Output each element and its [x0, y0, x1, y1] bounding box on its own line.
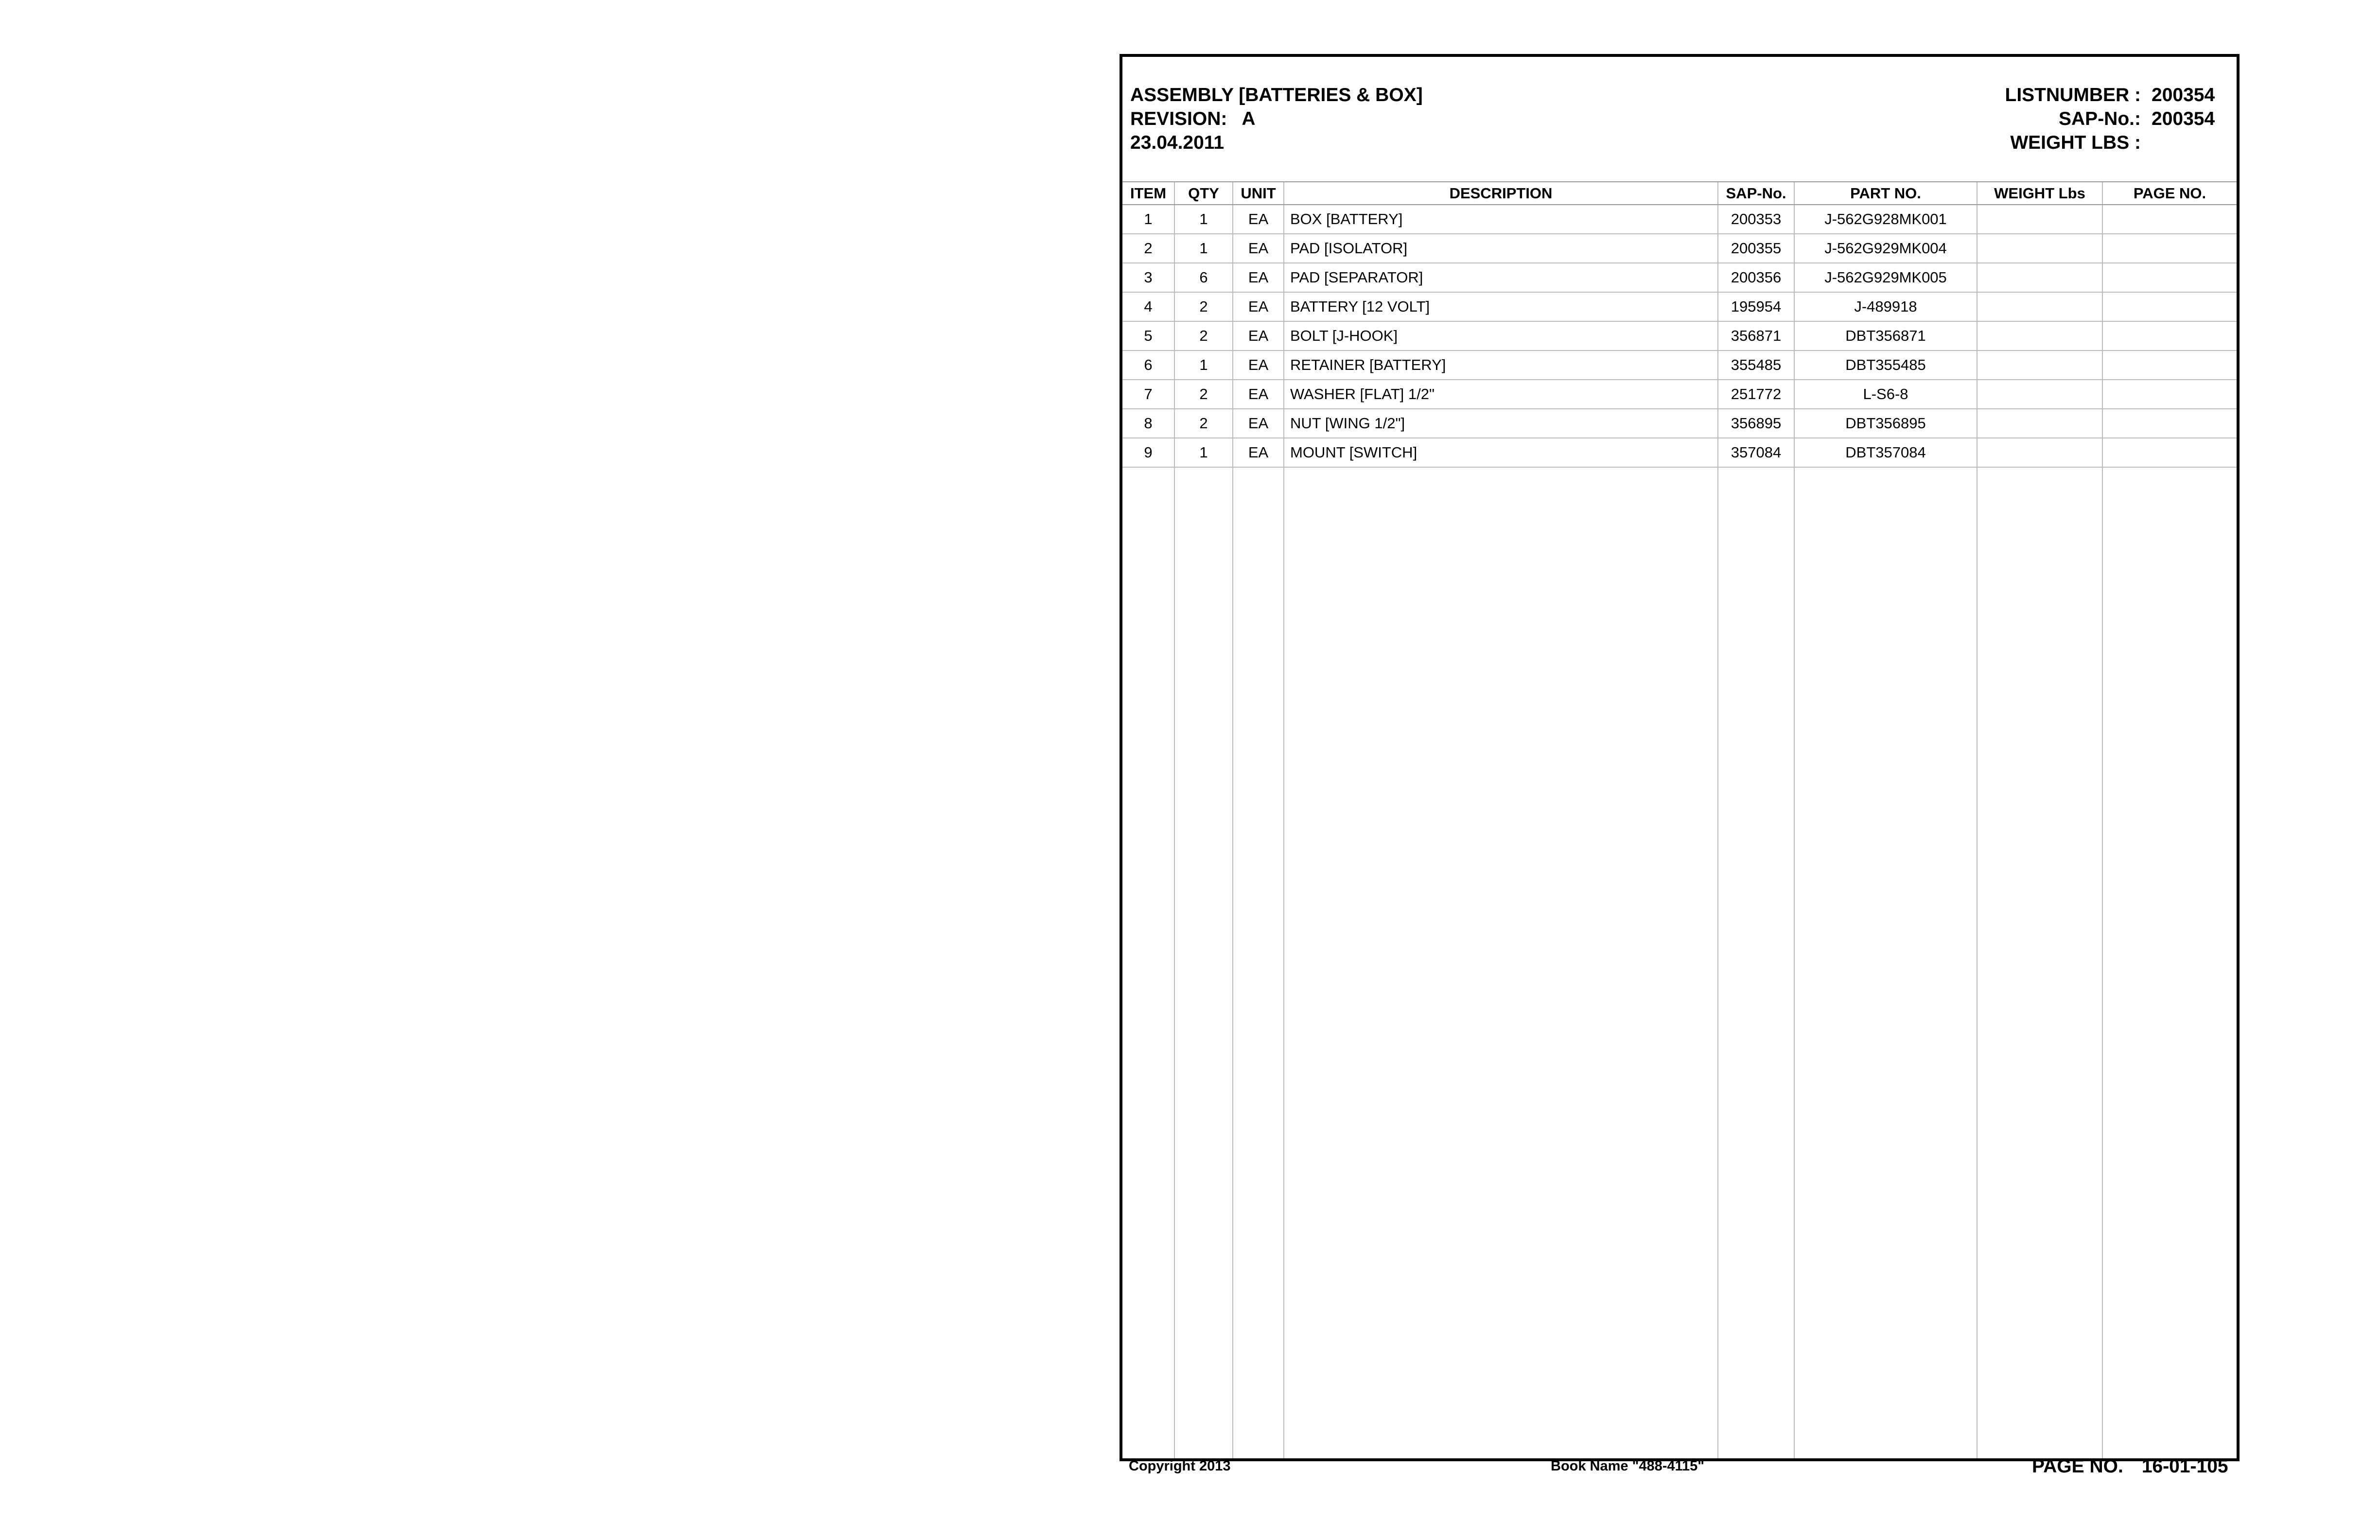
- cell-part: J-562G928MK001: [1794, 205, 1977, 234]
- cell-unit: EA: [1233, 380, 1284, 409]
- cell-weight: [1977, 263, 2102, 292]
- table-row: [1122, 205, 2237, 234]
- page-number-label: PAGE NO.: [2032, 1456, 2123, 1477]
- cell-description: BOLT [J-HOOK]: [1284, 321, 1718, 350]
- cell-item: 5: [1122, 321, 1174, 350]
- table-empty-area: [1122, 467, 2237, 1458]
- cell-sap: 195954: [1718, 292, 1794, 321]
- cell-part: J-562G929MK004: [1794, 234, 1977, 263]
- sap-label: SAP-No.:: [2059, 108, 2141, 129]
- cell-item: 6: [1122, 350, 1174, 380]
- revision-value: A: [1242, 108, 1256, 129]
- cell-page: [2102, 234, 2237, 263]
- cell-qty: 1: [1174, 205, 1233, 234]
- revision-row: [1130, 107, 1423, 131]
- cell-description: PAD [ISOLATOR]: [1284, 234, 1718, 263]
- cell-page: [2102, 321, 2237, 350]
- col-header-description: DESCRIPTION: [1284, 182, 1718, 205]
- cell-weight: [1977, 321, 2102, 350]
- copyright: Copyright 2013: [1129, 1458, 1231, 1474]
- table-row: [1122, 350, 2237, 380]
- table-row: [1122, 234, 2237, 263]
- listnumber-label: LISTNUMBER :: [2005, 85, 2141, 105]
- table-header-row: [1122, 182, 2237, 205]
- cell-weight: [1977, 409, 2102, 438]
- cell-item: 7: [1122, 380, 1174, 409]
- cell-qty: 2: [1174, 409, 1233, 438]
- cell-weight: [1977, 380, 2102, 409]
- cell-part: DBT356871: [1794, 321, 1977, 350]
- weight-value: [2152, 131, 2224, 155]
- cell-part: DBT357084: [1794, 438, 1977, 467]
- cell-unit: EA: [1233, 409, 1284, 438]
- cell-description: PAD [SEPARATOR]: [1284, 263, 1718, 292]
- col-header-unit: UNIT: [1233, 182, 1284, 205]
- cell-weight: [1977, 292, 2102, 321]
- cell-unit: EA: [1233, 321, 1284, 350]
- cell-weight: [1977, 234, 2102, 263]
- cell-qty: 1: [1174, 234, 1233, 263]
- page-number: [2032, 1456, 2228, 1477]
- cell-sap: 200353: [1718, 205, 1794, 234]
- cell-item: 3: [1122, 263, 1174, 292]
- assembly-title: ASSEMBLY [BATTERIES & BOX]: [1130, 85, 1423, 105]
- cell-page: [2102, 263, 2237, 292]
- cell-sap: 355485: [1718, 350, 1794, 380]
- cell-page: [2102, 438, 2237, 467]
- cell-page: [2102, 380, 2237, 409]
- cell-item: 2: [1122, 234, 1174, 263]
- table-row: [1122, 380, 2237, 409]
- col-header-qty: QTY: [1174, 182, 1233, 205]
- cell-part: DBT355485: [1794, 350, 1977, 380]
- cell-sap: 251772: [1718, 380, 1794, 409]
- col-header-part: PART NO.: [1794, 182, 1977, 205]
- cell-sap: 200356: [1718, 263, 1794, 292]
- cell-sap: 200355: [1718, 234, 1794, 263]
- cell-description: NUT [WING 1/2"]: [1284, 409, 1718, 438]
- cell-unit: EA: [1233, 205, 1284, 234]
- cell-unit: EA: [1233, 438, 1284, 467]
- cell-qty: 1: [1174, 350, 1233, 380]
- cell-description: WASHER [FLAT] 1/2": [1284, 380, 1718, 409]
- cell-description: RETAINER [BATTERY]: [1284, 350, 1718, 380]
- cell-item: 1: [1122, 205, 1174, 234]
- weight-label: WEIGHT LBS :: [2010, 132, 2141, 153]
- parts-table: [1122, 181, 2237, 1458]
- book-name: Book Name "488-4115": [1551, 1458, 1705, 1474]
- cell-qty: 2: [1174, 380, 1233, 409]
- parts-list-sheet: [1120, 54, 2240, 1461]
- cell-description: BATTERY [12 VOLT]: [1284, 292, 1718, 321]
- table-row: [1122, 409, 2237, 438]
- cell-page: [2102, 409, 2237, 438]
- page-number-value: 16-01-105: [2141, 1456, 2228, 1477]
- cell-qty: 2: [1174, 321, 1233, 350]
- cell-weight: [1977, 205, 2102, 234]
- cell-part: DBT356895: [1794, 409, 1977, 438]
- cell-item: 9: [1122, 438, 1174, 467]
- cell-page: [2102, 205, 2237, 234]
- cell-weight: [1977, 350, 2102, 380]
- revision-label: REVISION:: [1130, 108, 1227, 129]
- cell-unit: EA: [1233, 234, 1284, 263]
- table-row: [1122, 292, 2237, 321]
- cell-qty: 2: [1174, 292, 1233, 321]
- col-header-item: ITEM: [1122, 182, 1174, 205]
- cell-description: BOX [BATTERY]: [1284, 205, 1718, 234]
- col-header-sap: SAP-No.: [1718, 182, 1794, 205]
- cell-qty: 6: [1174, 263, 1233, 292]
- table-row: [1122, 321, 2237, 350]
- cell-item: 4: [1122, 292, 1174, 321]
- header-left: [1130, 83, 1423, 155]
- cell-qty: 1: [1174, 438, 1233, 467]
- cell-part: J-489918: [1794, 292, 1977, 321]
- cell-sap: 356895: [1718, 409, 1794, 438]
- cell-part: J-562G929MK005: [1794, 263, 1977, 292]
- col-header-page: PAGE NO.: [2102, 182, 2237, 205]
- col-header-weight: WEIGHT Lbs: [1977, 182, 2102, 205]
- date: 23.04.2011: [1130, 132, 1225, 153]
- table-row: [1122, 263, 2237, 292]
- cell-part: L-S6-8: [1794, 380, 1977, 409]
- cell-weight: [1977, 438, 2102, 467]
- cell-unit: EA: [1233, 263, 1284, 292]
- cell-description: MOUNT [SWITCH]: [1284, 438, 1718, 467]
- cell-page: [2102, 350, 2237, 380]
- cell-sap: 357084: [1718, 438, 1794, 467]
- cell-sap: 356871: [1718, 321, 1794, 350]
- cell-unit: EA: [1233, 292, 1284, 321]
- cell-item: 8: [1122, 409, 1174, 438]
- cell-unit: EA: [1233, 350, 1284, 380]
- cell-page: [2102, 292, 2237, 321]
- header-right: [2005, 83, 2224, 155]
- listnumber-value: 200354: [2152, 85, 2215, 105]
- table-row: [1122, 438, 2237, 467]
- sap-value: 200354: [2152, 108, 2215, 129]
